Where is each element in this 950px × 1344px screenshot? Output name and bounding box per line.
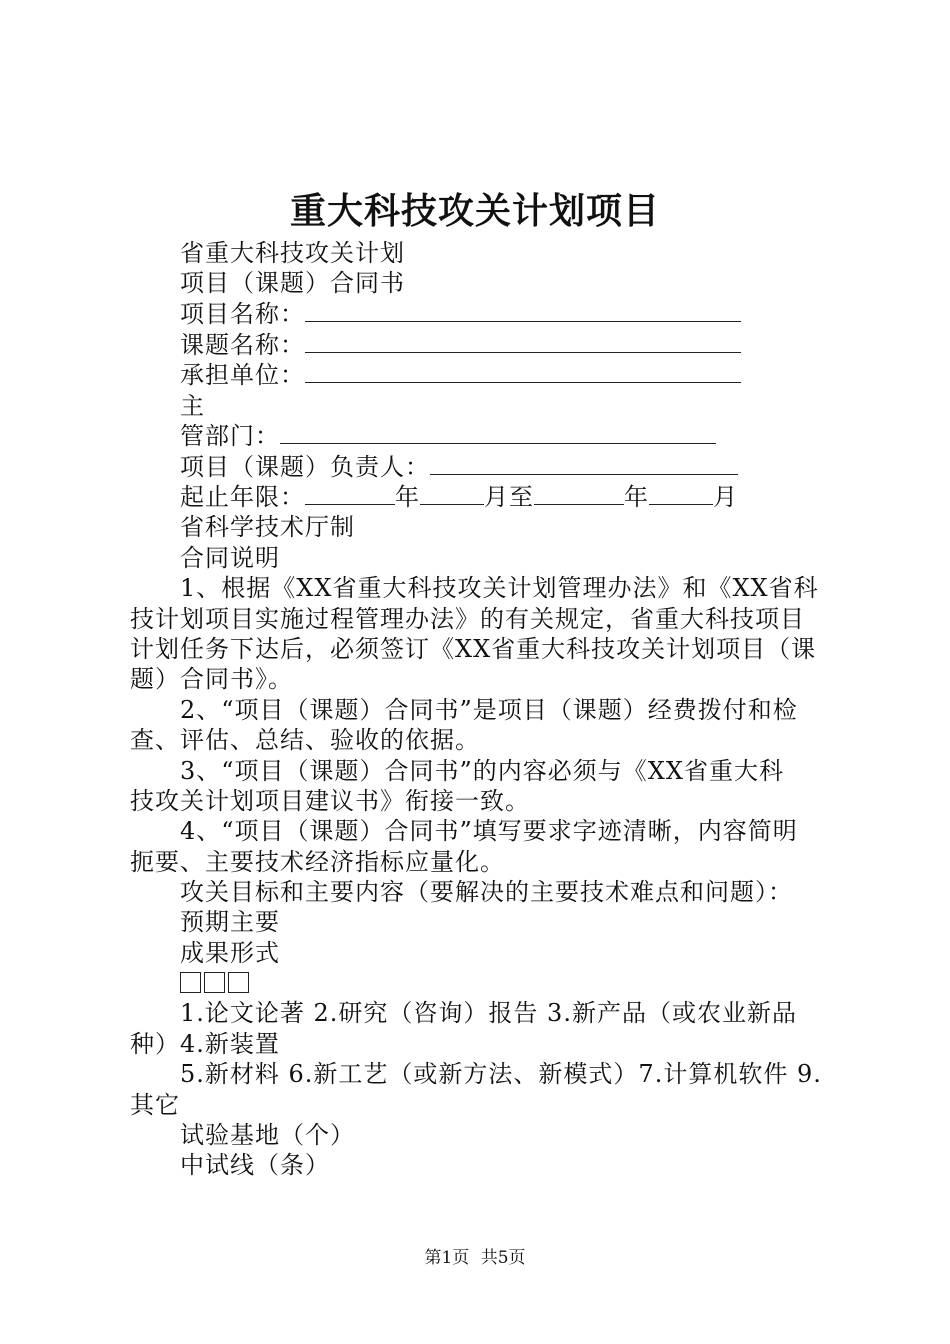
- dept-blank[interactable]: [280, 421, 716, 444]
- checkbox-3[interactable]: [228, 972, 249, 993]
- year-label-2: 年: [624, 483, 649, 511]
- note-3-line-2: 技攻关计划项目建议书》衔接一致。: [130, 787, 530, 815]
- dept-label-a: 主: [180, 392, 205, 420]
- end-month-blank[interactable]: [649, 482, 713, 505]
- options-2-line-2: 其它: [130, 1091, 180, 1119]
- note-1-line-1: 1、根据《XX省重大科技攻关计划管理办法》和《XX省科: [180, 574, 819, 602]
- month-label-2: 月: [713, 483, 738, 511]
- options-1-line-1: 1.论文论著 2.研究（咨询）报告 3.新产品（或农业新品: [180, 999, 797, 1027]
- maker-line: 省科学技术厅制: [180, 513, 355, 541]
- topic-name-field: [180, 330, 741, 360]
- unit-field: [180, 360, 741, 390]
- dept-field: [180, 421, 716, 451]
- dept-label-b: 管部门：: [180, 422, 280, 450]
- header-line-2: 项目（课题）合同书: [180, 269, 405, 297]
- base-line: 试验基地（个）: [180, 1121, 355, 1149]
- note-3-line-1: 3、“项目（课题）合同书”的内容必须与《XX省重大科: [180, 757, 784, 785]
- project-name-label: 项目名称：: [180, 300, 305, 328]
- topic-name-blank[interactable]: [305, 330, 741, 353]
- checkbox-row: [180, 968, 252, 998]
- document-title: 重大科技攻关计划项目: [289, 190, 660, 232]
- note-2-line-1: 2、“项目（课题）合同书”是项目（课题）经费拨付和检: [180, 696, 798, 724]
- period-field: [180, 482, 738, 512]
- notes-title: 合同说明: [180, 544, 280, 572]
- unit-blank[interactable]: [305, 360, 741, 383]
- project-name-blank[interactable]: [305, 299, 741, 322]
- leader-field: [180, 452, 738, 482]
- goals-line: 攻关目标和主要内容（要解决的主要技术难点和问题）：: [180, 878, 793, 906]
- period-label: 起止年限：: [180, 483, 305, 511]
- page-number: 第1页: [424, 1248, 470, 1268]
- options-2-line-1: 5.新材料 6.新工艺（或新方法、新模式）7.计算机软件 9.: [180, 1060, 822, 1088]
- year-label-1: 年: [395, 483, 420, 511]
- note-1-line-3: 计划任务下达后，必须签订《XX省重大科技攻关计划项目（课: [130, 635, 817, 663]
- project-name-field: [180, 299, 741, 329]
- leader-blank[interactable]: [430, 452, 738, 475]
- header-line-1: 省重大科技攻关计划: [180, 239, 405, 267]
- page-total: 共5页: [480, 1248, 526, 1268]
- expected-line-a: 预期主要: [180, 908, 280, 936]
- month-to-label: 月至: [484, 483, 534, 511]
- note-4-line-2: 扼要、主要技术经济指标应量化。: [130, 848, 505, 876]
- note-2-line-2: 查、评估、总结、验收的依据。: [130, 726, 480, 754]
- page-footer: [0, 1243, 950, 1268]
- note-1-line-2: 技计划项目实施过程管理办法》的有关规定，省重大科技项目: [130, 605, 805, 633]
- options-1-line-2: 种）4.新装置: [130, 1030, 280, 1058]
- start-month-blank[interactable]: [420, 482, 484, 505]
- note-1-line-4: 题）合同书》。: [130, 665, 293, 693]
- end-year-blank[interactable]: [534, 482, 624, 505]
- note-4-line-1: 4、“项目（课题）合同书”填写要求字迹清晰，内容简明: [180, 817, 798, 845]
- checkbox-2[interactable]: [204, 972, 225, 993]
- start-year-blank[interactable]: [305, 482, 395, 505]
- topic-name-label: 课题名称：: [180, 331, 305, 359]
- pilot-line: 中试线（条）: [180, 1151, 330, 1179]
- expected-line-b: 成果形式: [180, 939, 280, 967]
- checkbox-1[interactable]: [180, 972, 201, 993]
- unit-label: 承担单位：: [180, 361, 305, 389]
- leader-label: 项目（课题）负责人：: [180, 453, 430, 481]
